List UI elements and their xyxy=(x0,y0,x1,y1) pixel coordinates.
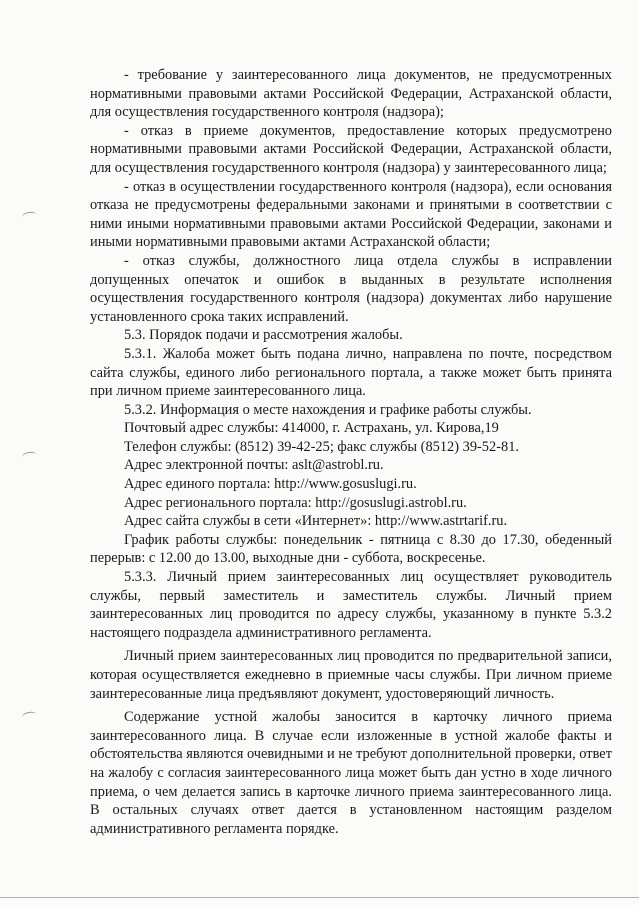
section-heading: 5.3. Порядок подачи и рассмотрения жалобы. xyxy=(124,327,403,344)
paragraph: 5.3.1. Жалоба может быть подана лично, направлена по почте, посредством сайта службы, единого либо регионального портала, а также может быть принята при личном приеме заинтересованного лица. xyxy=(90,345,612,400)
page-bottom-edge xyxy=(0,897,639,898)
phone-fax: Телефон службы: (8512) 39-42-25; факс службы (8512) 39-52-81. xyxy=(124,438,519,455)
paragraph: Личный прием заинтересованных лиц проводится по предварительной записи, которая осуществляется ежедневно в приемные часы службы. При личном приеме заинтересованные лица предъявляют документ, удостоверяющий личность. xyxy=(90,648,612,702)
paragraph: - отказ в приеме документов, предоставление которых предусмотрено нормативными правовыми актами Российской Федерации, Астраханской области, для осуществления государственного контроля (надзора) у заинтересованного лица; xyxy=(90,122,612,176)
scan-mark xyxy=(21,211,36,221)
service-website-address: Адрес сайта службы в сети «Интернет»: http://www.astrtarif.ru. xyxy=(124,513,508,530)
work-schedule: График работы службы: понедельник - пятница с 8.30 до 17.30, обеденный перерыв: с 12.00 до 13.00, выходные дни - суббота, воскресенье. xyxy=(90,531,612,567)
paragraph: - отказ в осуществлении государственного контроля (надзора), если основания отказа не предусмотрены федеральными законами и принятыми в соответствии с ними иными нормативными правовыми актами Российской Федерации, законами и иными нормативными правовыми актами Астраханской области; xyxy=(90,178,612,251)
scan-mark xyxy=(21,711,36,721)
paragraph: 5.3.2. Информация о месте нахождения и графике работы службы. xyxy=(124,401,532,418)
scan-mark xyxy=(21,451,36,461)
paragraph: Содержание устной жалобы заносится в карточку личного приема заинтересованного лица. В случае если изложенные в устной жалобе факты и обстоятельства являются очевидными и не требуют дополнительной проверки, ответ на жалобу с согласия заинтересованного лица может быть дан устно в ходе личного приема, о чем делается запись в карточке личного приема заинтересованного лица. В остальных случаях ответ дается в установленном настоящим разделом административного регламента порядке. xyxy=(90,709,612,837)
unified-portal-address: Адрес единого портала: http://www.gosuslugi.ru. xyxy=(124,476,417,493)
email-address: Адрес электронной почты: aslt@astrobl.ru. xyxy=(124,457,384,474)
paragraph: 5.3.3. Личный прием заинтересованных лиц осуществляет руководитель службы, первый заместитель и заместитель службы. Личный прием заинтересованных лиц проводится по адресу службы, указанному в пункте 5.3.2 настоящего подраздела административного регламента. xyxy=(90,569,612,641)
postal-address: Почтовый адрес службы: 414000, г. Астрахань, ул. Кирова,19 xyxy=(124,420,499,437)
document-body xyxy=(90,66,612,838)
paragraph: - отказ службы, должностного лица отдела службы в исправлении допущенных опечаток и ошибок в выданных в результате исполнения осуществления государственного контроля (надзора) документах либо нарушение установленного срока таких исправлений. xyxy=(90,252,612,325)
paragraph: - требование у заинтересованного лица документов, не предусмотренных нормативными правовыми актами Российской Федерации, Астраханской области, для осуществления государственного контроля (надзора); xyxy=(90,67,612,121)
regional-portal-address: Адрес регионального портала: http://gosuslugi.astrobl.ru. xyxy=(124,494,467,511)
